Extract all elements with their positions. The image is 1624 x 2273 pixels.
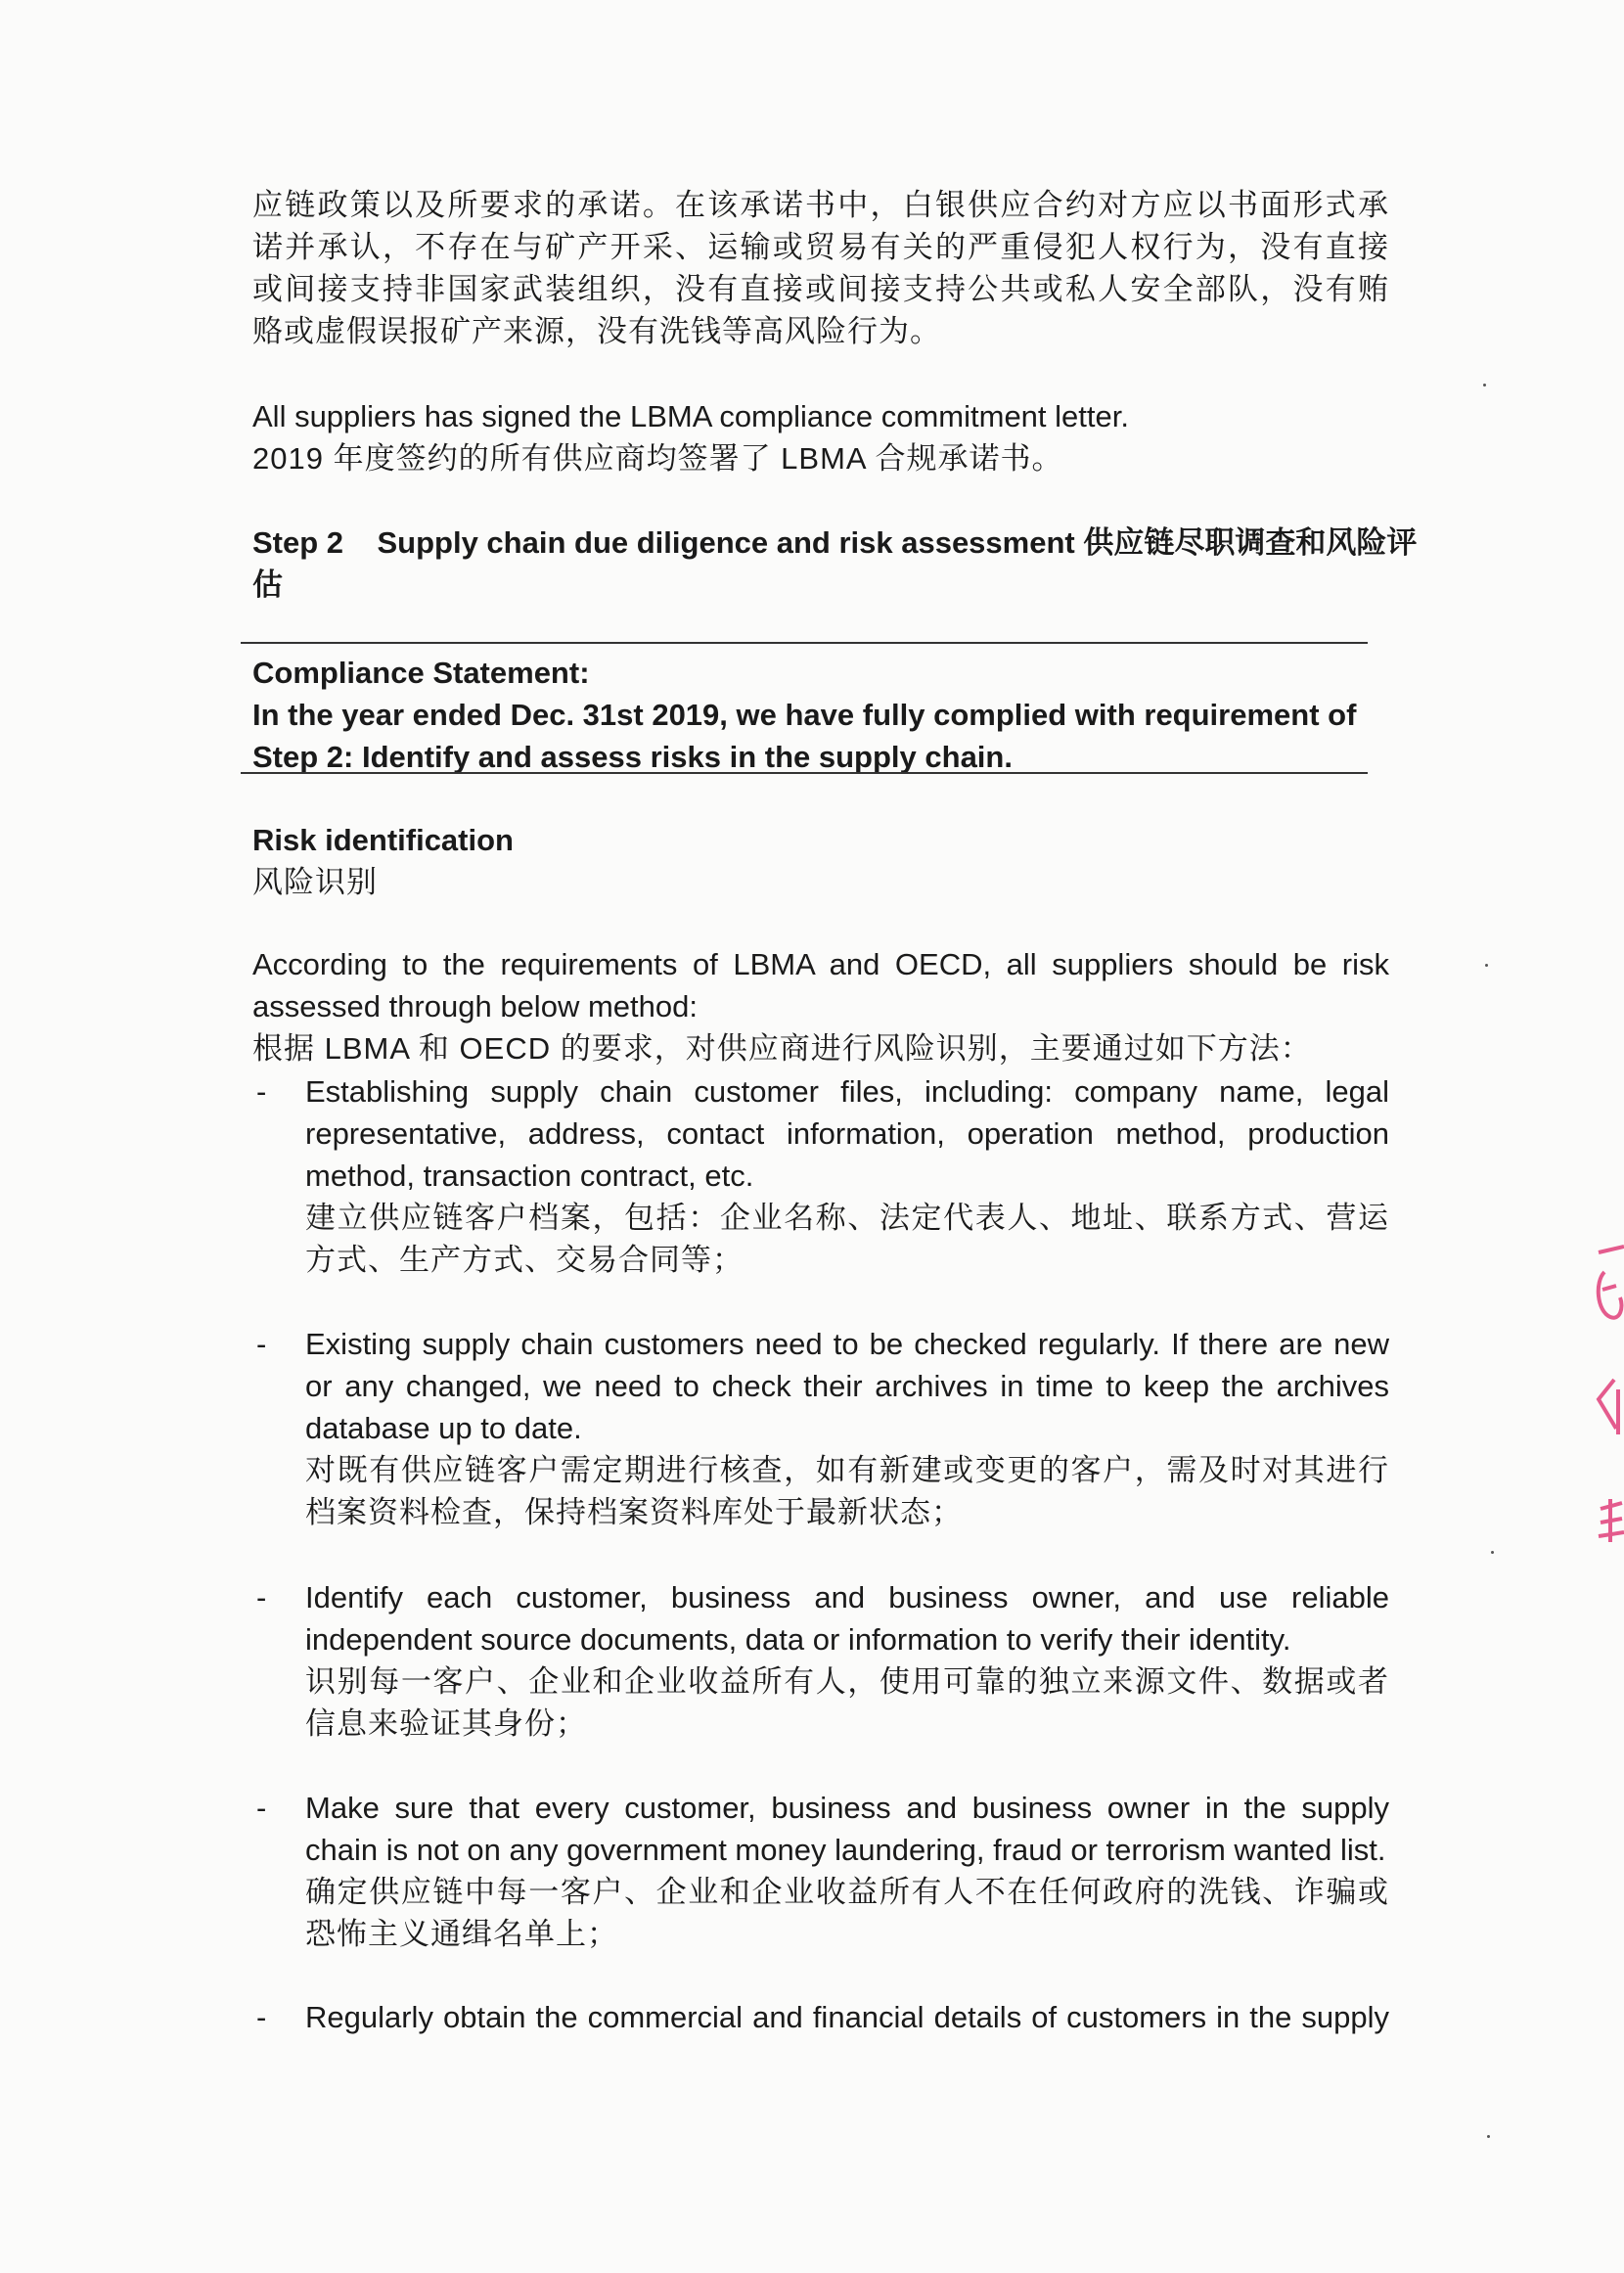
bullet-en: Make sure that every customer, business and business owner in the supply chain is not on any government money laundering, fraud or terrorism wanted list. (305, 1791, 1389, 1867)
step2-heading-line-1: Step 2 Supply chain due diligence and risk assessment 供应链尽职调查和风险评 (252, 525, 1418, 560)
signed-en: All suppliers has signed the LBMA compliance commitment letter. (252, 399, 1129, 433)
signed-statement (252, 395, 1389, 479)
bullet-en: Identify each customer, business and business owner, and use reliable independent source documents, data or information to verify their identity. (305, 1580, 1389, 1657)
intro-paragraph (252, 184, 1389, 352)
risk-id-zh: 风险识别 (252, 865, 378, 899)
scan-speck (1485, 964, 1488, 967)
method-en: According to the requirements of LBMA and OECD, all suppliers should be risk assessed through below method: (252, 947, 1389, 1023)
method-paragraph (252, 943, 1389, 1069)
compliance-line-1: In the year ended Dec. 31st 2019, we have fully complied with requirement of (252, 698, 1357, 732)
scan-speck (1483, 384, 1486, 386)
bullet-zh: 确定供应链中每一客户、企业和企业收益所有人不在任何政府的洗钱、诈骗或恐怖主义通缉名单上； (305, 1875, 1389, 1951)
compliance-statement (252, 652, 1389, 778)
bullet-en: Establishing supply chain customer files, including: company name, legal representative, address, contact information, operation method, production method, transaction contract, etc. (305, 1074, 1389, 1193)
bullet-dash: - (256, 2000, 267, 2034)
list-item (252, 1070, 1389, 1281)
compliance-label: Compliance Statement: (252, 656, 590, 690)
scan-speck (1487, 2135, 1490, 2138)
bullet-dash: - (256, 1074, 267, 1109)
risk-id-en: Risk identification (252, 823, 514, 857)
list-item (252, 1576, 1389, 1745)
seal-stamp-fragment (1593, 1243, 1624, 1575)
method-zh: 根据 LBMA 和 OECD 的要求，对供应商进行风险识别，主要通过如下方法： (252, 1031, 1312, 1066)
signed-zh: 2019 年度签约的所有供应商均签署了 LBMA 合规承诺书。 (252, 441, 1063, 476)
scan-speck (1491, 1551, 1494, 1554)
compliance-line-2: Step 2: Identify and assess risks in the supply chain. (252, 740, 1013, 774)
list-item (252, 1996, 1389, 2038)
step2-heading-line-2: 估 (252, 568, 283, 602)
risk-identification-heading (252, 819, 1389, 903)
bullet-zh: 对既有供应链客户需定期进行核查，如有新建或变更的客户，需及时对其进行档案资料检查，保持档案资料库处于最新状态； (305, 1453, 1389, 1529)
bullet-dash: - (256, 1580, 267, 1614)
list-item (252, 1323, 1389, 1533)
step2-heading (252, 522, 1418, 606)
bullet-en: Regularly obtain the commercial and financial details of customers in the supply (305, 2000, 1389, 2034)
bullet-zh: 识别每一客户、企业和企业收益所有人，使用可靠的独立来源文件、数据或者信息来验证其身份； (305, 1664, 1389, 1741)
compliance-top-rule (241, 642, 1368, 644)
intro-line-2: 诺并承认，不存在与矿产开采、运输或贸易有关的严重侵犯人权行为，没有直接 (252, 230, 1389, 264)
list-item (252, 1787, 1389, 1955)
compliance-bottom-rule (241, 772, 1368, 774)
bullet-zh: 建立供应链客户档案，包括：企业名称、法定代表人、地址、联系方式、营运方式、生产方式、交易合同等； (305, 1201, 1389, 1277)
intro-line-4: 赂或虚假误报矿产来源，没有洗钱等高风险行为。 (252, 314, 941, 348)
intro-line-3: 或间接支持非国家武装组织，没有直接或间接支持公共或私人安全部队，没有贿 (252, 272, 1389, 306)
bullet-dash: - (256, 1791, 267, 1825)
intro-line-1: 应链政策以及所要求的承诺。在该承诺书中，白银供应合约对方应以书面形式承 (252, 188, 1389, 222)
bullet-en: Existing supply chain customers need to be checked regularly. If there are new or any changed, we need to check their archives in time to keep the archives database up to date. (305, 1327, 1389, 1445)
bullet-dash: - (256, 1327, 267, 1361)
